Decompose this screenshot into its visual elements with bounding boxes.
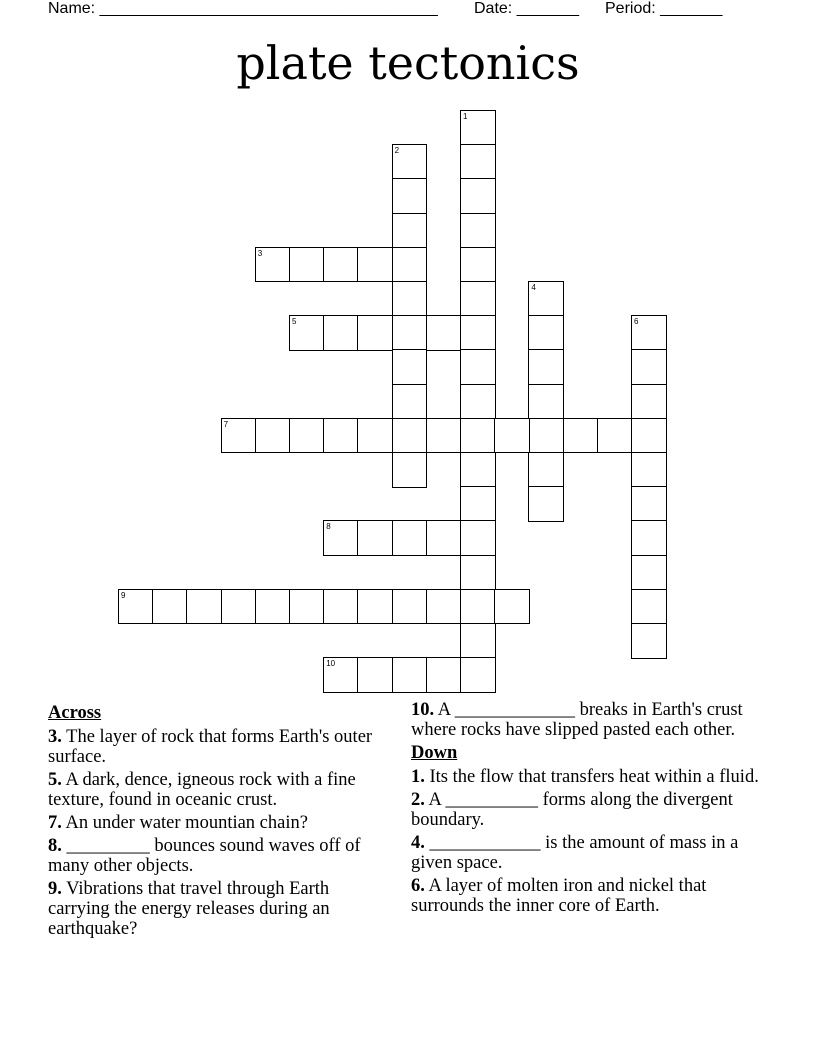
grid-cell[interactable] <box>186 589 222 625</box>
grid-cell[interactable] <box>323 657 359 693</box>
clue-number: 4. <box>411 833 425 853</box>
grid-cell[interactable] <box>426 520 462 556</box>
grid-cell[interactable] <box>494 418 530 454</box>
cell-number: 3 <box>257 248 263 258</box>
grid-cell[interactable] <box>460 281 496 317</box>
cell-number: 8 <box>326 522 331 532</box>
grid-cell[interactable] <box>392 144 428 180</box>
grid-cell[interactable] <box>631 520 667 556</box>
across-clue-5 <box>48 770 388 810</box>
clue-text: Its the flow that transfers heat within a fluid. <box>429 767 759 787</box>
cell-number: 9 <box>121 590 126 600</box>
clue-text: A __________ forms along the divergent boundary. <box>411 790 733 830</box>
clue-text: Vibrations that travel through Earth carrying the energy releases during an earthquake? <box>48 879 330 939</box>
down-clue-2 <box>411 790 771 830</box>
grid-cell[interactable] <box>221 418 257 454</box>
clue-text: _________ bounces sound waves off of many other objects. <box>48 836 361 876</box>
down-heading: Down <box>411 743 458 763</box>
grid-cell[interactable] <box>631 486 667 522</box>
clue-number: 1. <box>411 767 425 787</box>
grid-cell[interactable] <box>631 315 667 351</box>
grid-cell[interactable] <box>255 247 291 283</box>
clues-right-column <box>411 700 771 919</box>
grid-cell[interactable] <box>357 520 393 556</box>
grid-cell[interactable] <box>392 384 428 420</box>
grid-cell[interactable] <box>392 178 428 214</box>
cell-number: 2 <box>394 146 400 156</box>
clue-number: 8. <box>48 836 62 856</box>
grid-cell[interactable] <box>221 589 257 625</box>
grid-cell[interactable] <box>460 555 496 591</box>
grid-cell[interactable] <box>631 452 667 488</box>
clues-left-column <box>48 700 388 942</box>
cell-number: 7 <box>223 419 229 429</box>
grid-cell[interactable] <box>357 315 393 351</box>
down-clue-6 <box>411 876 771 916</box>
grid-cell[interactable] <box>392 418 428 454</box>
cell-number: 10 <box>326 659 336 669</box>
grid-cell[interactable] <box>426 315 462 351</box>
grid-cell[interactable] <box>392 589 428 625</box>
grid-cell[interactable] <box>528 452 564 488</box>
grid-cell[interactable] <box>289 315 325 351</box>
clue-number: 10. <box>411 700 435 720</box>
grid-cell[interactable] <box>460 349 496 385</box>
grid-cell[interactable] <box>289 247 325 283</box>
grid-cell[interactable] <box>631 418 667 454</box>
grid-cell[interactable] <box>323 520 359 556</box>
grid-cell[interactable] <box>460 486 496 522</box>
grid-cell[interactable] <box>255 589 291 625</box>
grid-cell[interactable] <box>631 384 667 420</box>
grid-cell[interactable] <box>563 418 599 454</box>
grid-cell[interactable] <box>631 555 667 591</box>
clue-text: ____________ is the amount of mass in a given space. <box>411 833 739 873</box>
grid-cell[interactable] <box>631 623 667 659</box>
down-clue-1 <box>411 767 771 787</box>
clue-number: 3. <box>48 727 62 747</box>
grid-cell[interactable] <box>460 384 496 420</box>
cell-number: 1 <box>463 112 468 121</box>
grid-cell[interactable] <box>460 589 496 625</box>
grid-cell[interactable] <box>528 281 564 317</box>
puzzle-title: plate tectonics <box>236 36 580 90</box>
grid-cell[interactable] <box>460 144 496 180</box>
date-field-label: Date: _______ <box>474 0 579 17</box>
grid-cell[interactable] <box>460 452 496 488</box>
clue-text: A _____________ breaks in Earth's crust where rocks have slipped pasted each other. <box>411 700 743 740</box>
grid-cell[interactable] <box>392 349 428 385</box>
grid-cell[interactable] <box>323 589 359 625</box>
clue-number: 9. <box>48 879 62 899</box>
grid-cell[interactable] <box>528 384 564 420</box>
down-clue-4 <box>411 833 771 873</box>
grid-cell[interactable] <box>460 623 496 659</box>
grid-cell[interactable] <box>392 315 428 351</box>
grid-cell[interactable] <box>631 589 667 625</box>
across-clue-7 <box>48 813 388 833</box>
grid-cell[interactable] <box>255 418 291 454</box>
across-clue-10 <box>411 700 771 740</box>
grid-cell[interactable] <box>460 418 496 454</box>
cell-number: 6 <box>634 317 639 327</box>
cell-number: 5 <box>292 317 297 327</box>
across-clue-3 <box>48 727 388 767</box>
grid-cell[interactable] <box>357 247 393 283</box>
grid-cell[interactable] <box>631 349 667 385</box>
grid-cell[interactable] <box>357 589 393 625</box>
across-heading: Across <box>48 703 102 723</box>
grid-cell[interactable] <box>597 418 633 454</box>
grid-cell[interactable] <box>460 315 496 351</box>
grid-cell[interactable] <box>460 178 496 214</box>
grid-cell[interactable] <box>323 315 359 351</box>
grid-cell[interactable] <box>460 110 496 146</box>
grid-cell[interactable] <box>392 452 428 488</box>
grid-cell[interactable] <box>118 589 154 625</box>
grid-cell[interactable] <box>392 657 428 693</box>
grid-cell[interactable] <box>460 213 496 249</box>
grid-cell[interactable] <box>426 589 462 625</box>
across-clue-8 <box>48 836 388 876</box>
clue-text: An under water mountian chain? <box>65 813 308 833</box>
grid-cell[interactable] <box>323 247 359 283</box>
clue-text: The layer of rock that forms Earth's outer surface. <box>48 727 373 767</box>
grid-cell[interactable] <box>357 418 393 454</box>
grid-cell[interactable] <box>460 247 496 283</box>
clue-text: A layer of molten iron and nickel that surrounds the inner core of Earth. <box>411 876 707 916</box>
grid-cell[interactable] <box>426 657 462 693</box>
grid-cell[interactable] <box>392 247 428 283</box>
grid-cell[interactable] <box>323 418 359 454</box>
clue-number: 7. <box>48 813 62 833</box>
grid-cell[interactable] <box>392 213 428 249</box>
grid-cell[interactable] <box>460 657 496 693</box>
grid-cell[interactable] <box>392 520 428 556</box>
grid-cell[interactable] <box>528 349 564 385</box>
name-field-label: Name: ______________________________________ <box>48 0 438 17</box>
grid-cell[interactable] <box>528 315 564 351</box>
grid-cell[interactable] <box>528 486 564 522</box>
clue-number: 5. <box>48 770 62 790</box>
grid-cell[interactable] <box>426 418 462 454</box>
grid-cell[interactable] <box>494 589 530 625</box>
grid-cell[interactable] <box>528 418 564 454</box>
across-clue-9 <box>48 879 388 939</box>
clue-number: 6. <box>411 876 425 896</box>
grid-cell[interactable] <box>152 589 188 625</box>
cell-number: 4 <box>531 283 536 292</box>
grid-cell[interactable] <box>357 657 393 693</box>
grid-cell[interactable] <box>289 589 325 625</box>
grid-cell[interactable] <box>460 520 496 556</box>
period-field-label: Period: _______ <box>605 0 723 17</box>
clue-number: 2. <box>411 790 425 810</box>
grid-cell[interactable] <box>392 281 428 317</box>
grid-cell[interactable] <box>289 418 325 454</box>
clue-text: A dark, dence, igneous rock with a fine texture, found in oceanic crust. <box>48 770 356 810</box>
